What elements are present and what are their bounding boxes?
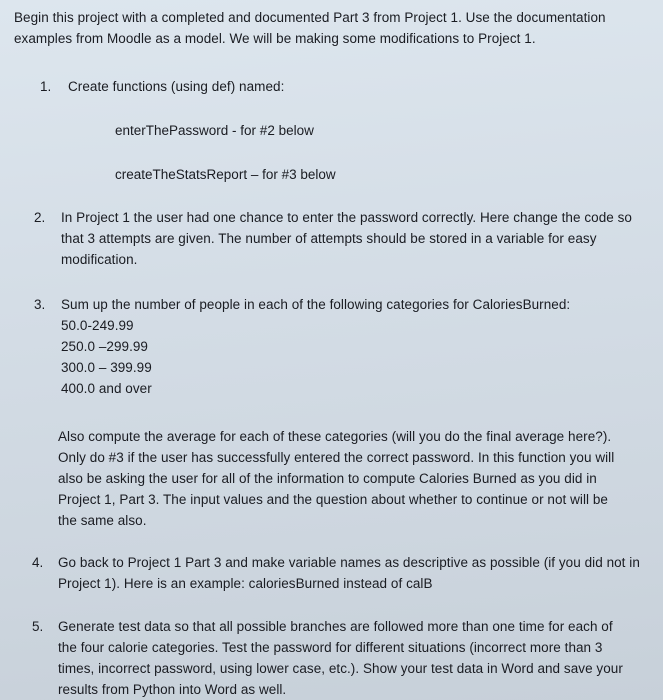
item-3-extra-line-2: Only do #3 if the user has successfully entered the correct password. In this function you will <box>58 450 615 465</box>
function-enter-the-password: enterThePassword - for #2 below <box>115 123 314 138</box>
item-2-number: 2. <box>34 210 46 225</box>
function-create-the-stats-report: createTheStatsReport – for #3 below <box>115 167 336 182</box>
item-4-line-2: Project 1). Here is an example: caloriesBurned instead of calB <box>58 576 433 591</box>
item-2-line-1: In Project 1 the user had one chance to enter the password correctly. Here change the code so <box>61 210 632 225</box>
item-3-line-1: Sum up the number of people in each of the following categories for CaloriesBurned: <box>61 297 571 312</box>
intro-line-2: examples from Moodle as a model. We will be making some modifications to Project 1. <box>14 31 536 46</box>
intro-line-1: Begin this project with a completed and documented Part 3 from Project 1. Use the documentation <box>14 10 606 25</box>
item-4-line-1: Go back to Project 1 Part 3 and make variable names as descriptive as possible (if you did not in <box>58 555 640 570</box>
item-5-line-1: Generate test data so that all possible branches are followed more than one time for each of <box>58 619 613 634</box>
item-3-extra-line-4: Project 1, Part 3. The input values and the question about whether to continue or not will be <box>58 492 608 507</box>
category-400-over: 400.0 and over <box>61 381 152 396</box>
item-3-extra-line-3: also be asking the user for all of the information to compute Calories Burned as you did in <box>58 471 597 486</box>
item-1-line-1: Create functions (using def) named: <box>68 79 285 94</box>
category-300-399: 300.0 – 399.99 <box>61 360 152 375</box>
item-5-line-4: results from Python into Word as well. <box>58 682 287 697</box>
item-3-number: 3. <box>34 297 46 312</box>
item-5-line-2: the four calorie categories. Test the password for different situations (incorrect more than 3 <box>58 640 603 655</box>
item-3-extra-line-5: the same also. <box>58 513 147 528</box>
item-3-extra-line-1: Also compute the average for each of these categories (will you do the final average here?). <box>58 429 612 444</box>
item-1-number: 1. <box>40 79 52 94</box>
item-2-line-2: that 3 attempts are given. The number of attempts should be stored in a variable for easy <box>61 231 597 246</box>
item-2-line-3: modification. <box>61 252 138 267</box>
category-50-249: 50.0-249.99 <box>61 318 134 333</box>
item-4-number: 4. <box>32 555 44 570</box>
category-250-299: 250.0 –299.99 <box>61 339 148 354</box>
item-5-number: 5. <box>32 619 44 634</box>
item-5-line-3: times, incorrect password, using lower case, etc.). Show your test data in Word and save your <box>58 661 623 676</box>
